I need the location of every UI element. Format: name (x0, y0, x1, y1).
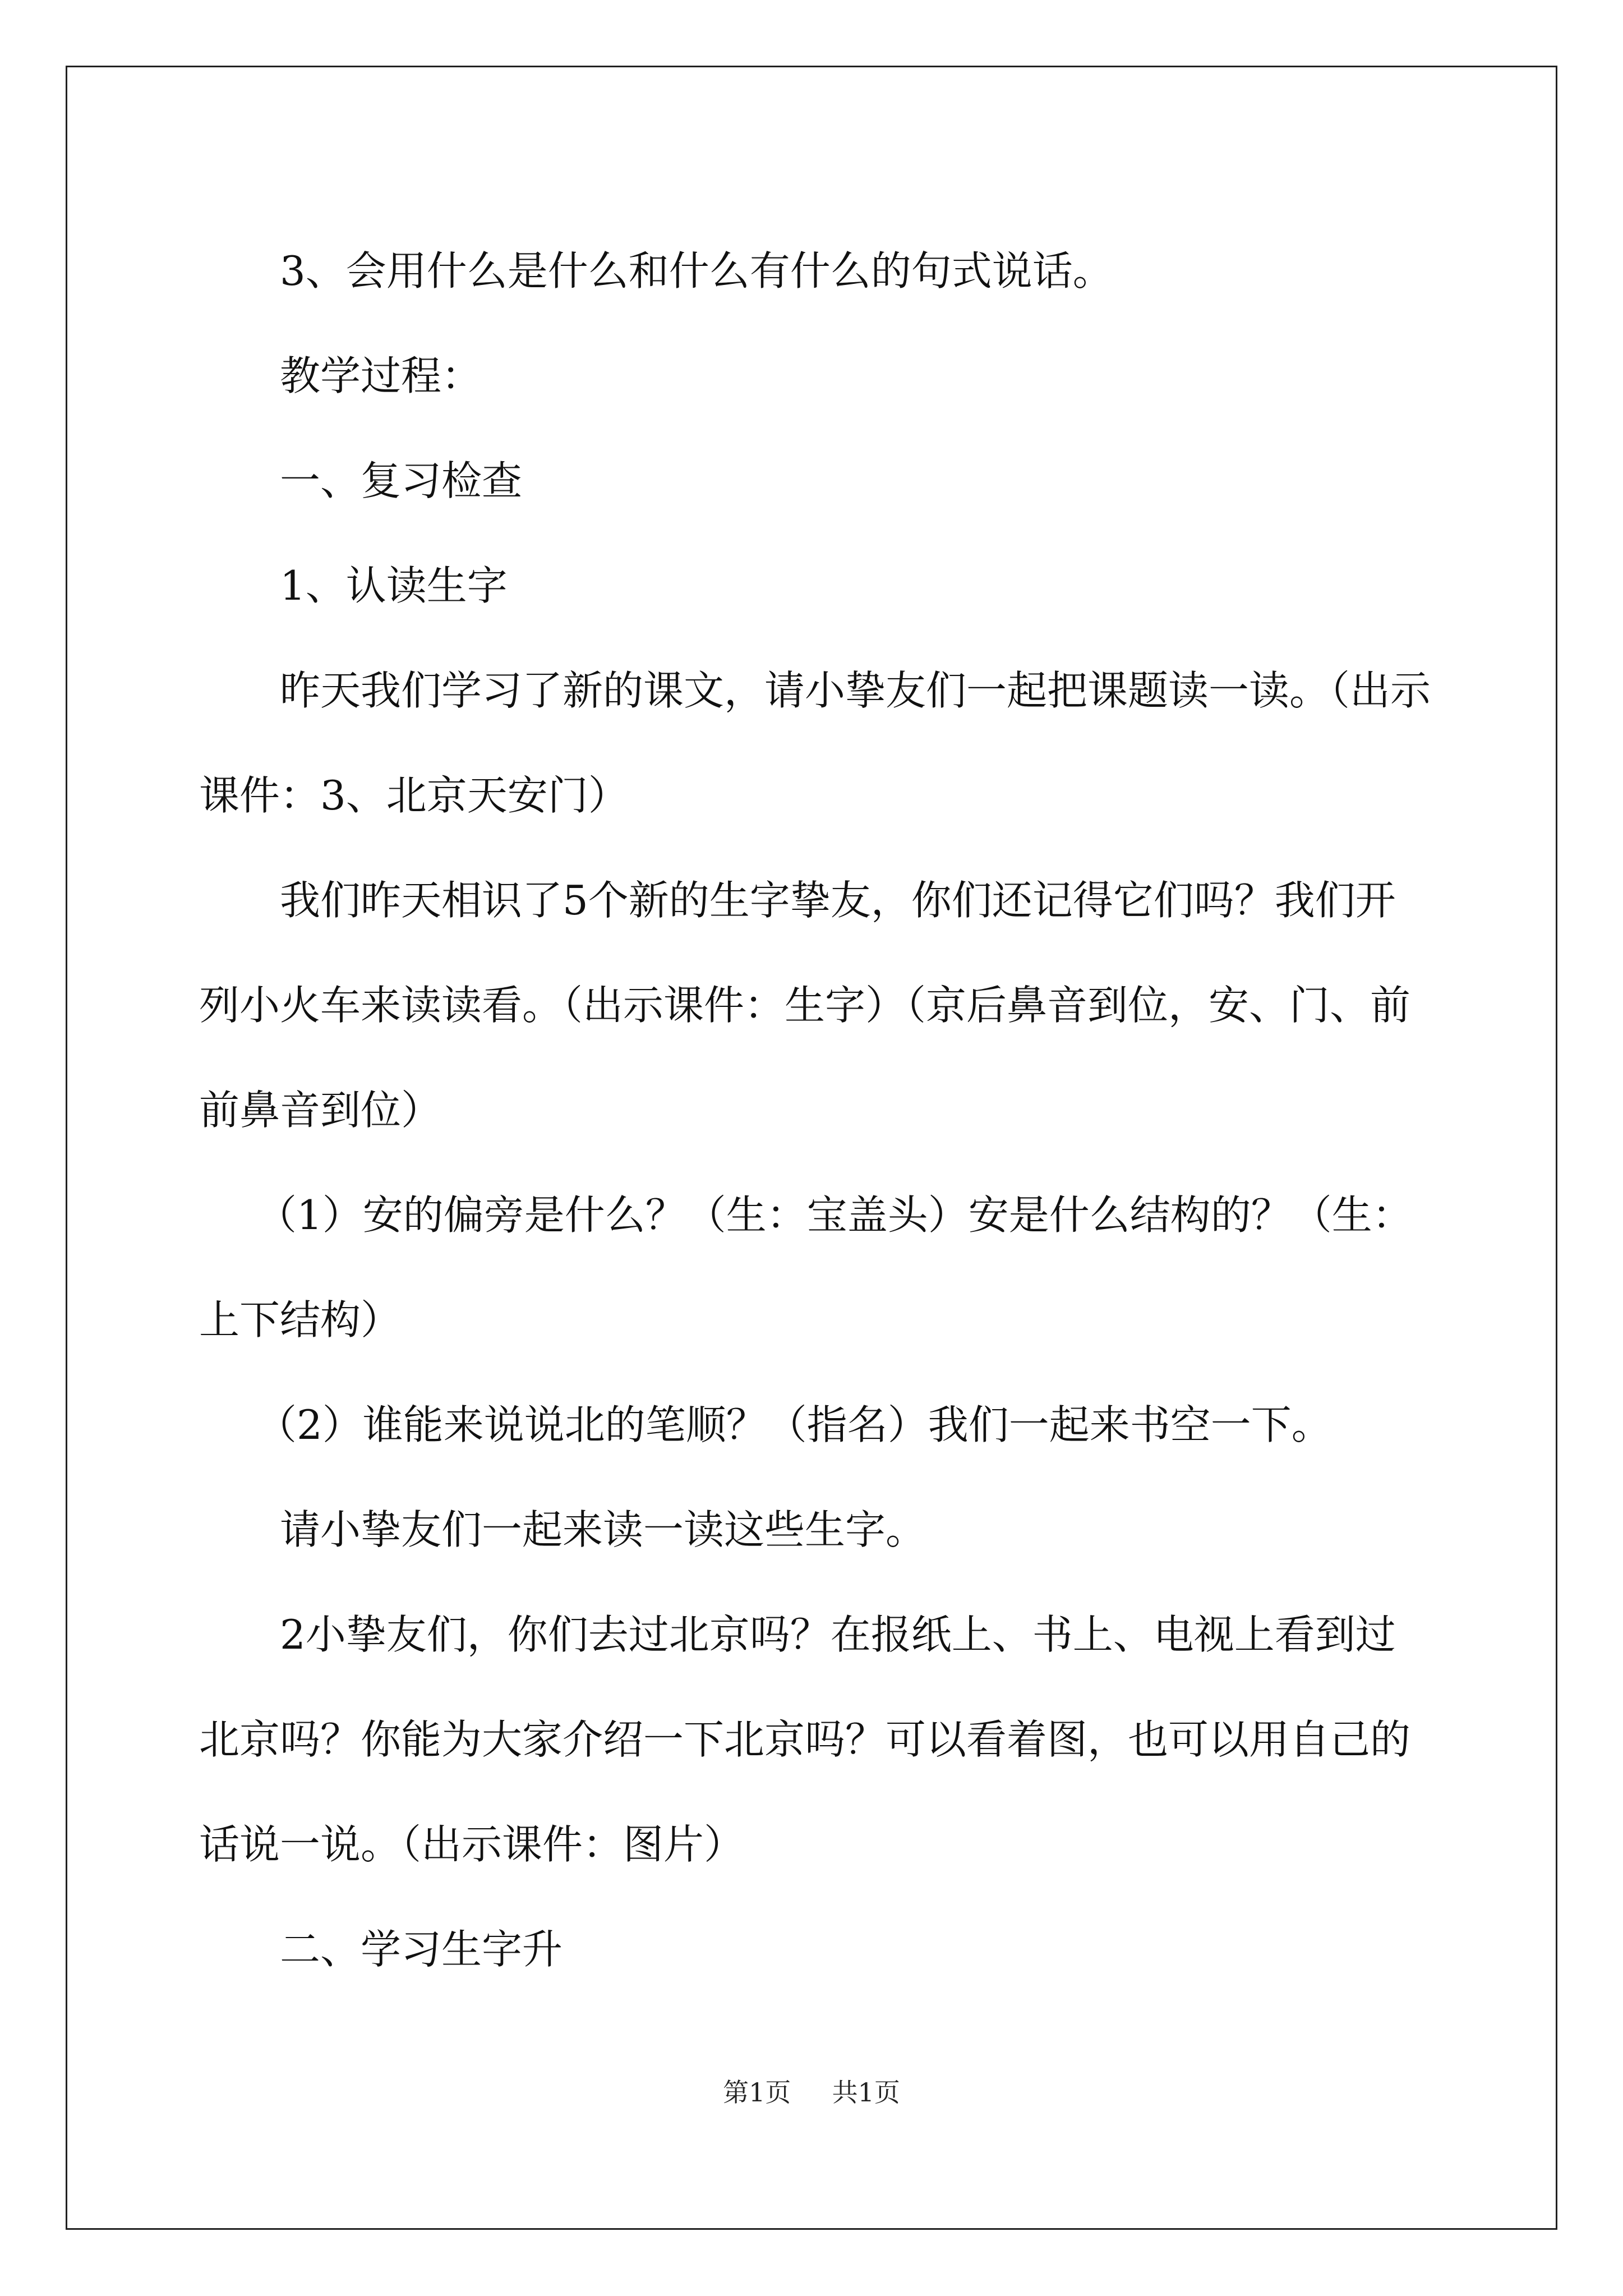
page-number: 第1页 (723, 2077, 791, 2108)
section-heading: 一、复习检查 (280, 457, 523, 504)
paragraph: （2）谁能来说说北的笔顺？（指名）我们一起来书空一下。 (256, 1401, 1332, 1448)
section-heading: 二、学习生字升 (280, 1926, 563, 1973)
paragraph: 3、会用什么是什么和什么有什么的句式说话。 (280, 247, 1113, 295)
paragraph: 2小挚友们，你们去过北京吗？在报纸上、书上、电视上看到过北京吗？你能为大家介绍一下北京吗？可以看着图，也可以用自己的话说一说。（出示课件：图片） (199, 1611, 1411, 1868)
paragraph: 昨天我们学习了新的课文，请小挚友们一起把课题读一读。（出示课件：3、北京天安门） (199, 667, 1431, 819)
page-total: 共1页 (832, 2077, 900, 2108)
paragraph: （1）安的偏旁是什么？（生：宝盖头）安是什么结构的？（生：上下结构） (199, 1191, 1413, 1343)
paragraph: 我们昨天相识了5个新的生字挚友，你们还记得它们吗？我们开列小火车来读读看。（出示课件：生字）（京后鼻音到位，安、门、前前鼻音到位） (199, 877, 1411, 1134)
page-footer (0, 2076, 1623, 2109)
footer-spacer (799, 2077, 824, 2108)
paragraph: 请小挚友们一起来读一读这些生字。 (280, 1506, 926, 1553)
paragraph: 1、认读生字 (280, 562, 508, 609)
document-body (199, 219, 1433, 2002)
paragraph: 教学过程： (280, 352, 482, 399)
